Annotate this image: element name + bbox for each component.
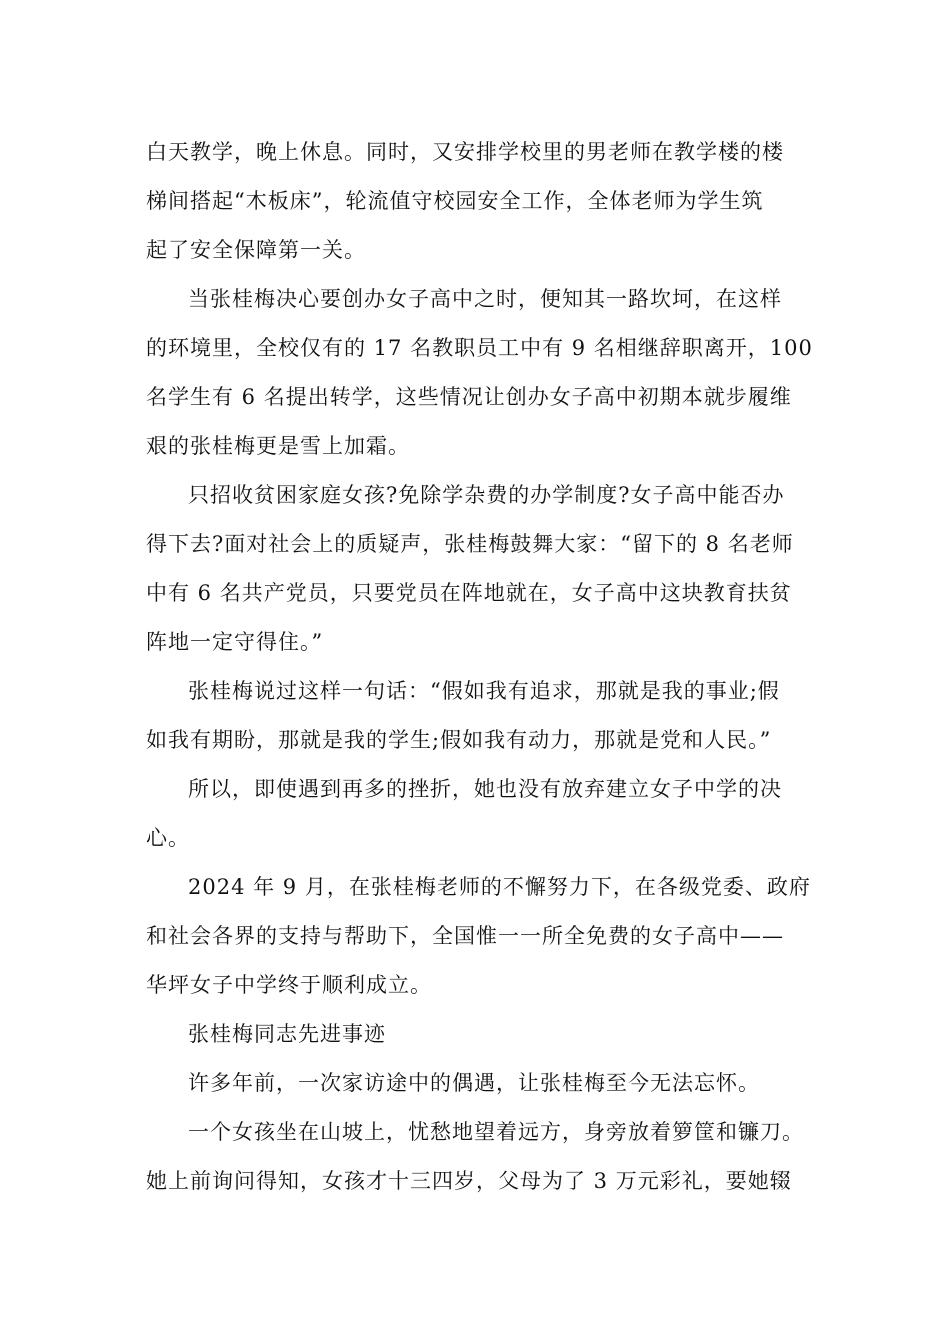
text-line: 2024 年 9 月，在张桂梅老师的不懈努力下，在各级党委、政府 <box>188 875 811 899</box>
text-line: 她上前询问得知，女孩才十三四岁，父母为了 3 万元彩礼，要她辍 <box>146 1169 792 1193</box>
text-line: 如我有期盼，那就是我的学生;假如我有动力，那就是党和人民。” <box>146 728 772 752</box>
text-line: 一个女孩坐在山坡上，忧愁地望着远方，身旁放着箩筐和镰刀。 <box>188 1120 804 1144</box>
text-line: 中有 6 名共产党员，只要党员在阵地就在，女子高中这块教育扶贫 <box>146 581 792 605</box>
text-line: 艰的张桂梅更是雪上加霜。 <box>146 434 410 458</box>
document-body <box>146 128 814 1206</box>
paragraph <box>146 275 814 471</box>
text-line: 名学生有 6 名提出转学，这些情况让创办女子高中初期本就步履维 <box>146 385 792 409</box>
text-line: 起了安全保障第一关。 <box>146 238 366 262</box>
paragraph <box>146 128 814 275</box>
text-line: 白天教学，晚上休息。同时，又安排学校里的男老师在教学楼的楼 <box>146 140 784 164</box>
paragraph <box>146 863 814 1010</box>
text-line: 当张桂梅决心要创办女子高中之时，便知其一路坎坷，在这样 <box>188 287 782 311</box>
paragraph <box>146 765 814 863</box>
text-line: 梯间搭起“木板床”，轮流值守校园安全工作，全体老师为学生筑 <box>146 189 764 213</box>
paragraph <box>146 471 814 667</box>
paragraph <box>146 1108 814 1206</box>
paragraph <box>146 667 814 765</box>
text-line: 张桂梅说过这样一句话：“假如我有追求，那就是我的事业;假 <box>188 679 780 703</box>
text-line: 华坪女子中学终于顺利成立。 <box>146 973 432 997</box>
text-line: 张桂梅同志先进事迹 <box>188 1022 386 1046</box>
paragraph <box>146 1059 814 1108</box>
text-line: 得下去?面对社会上的质疑声，张桂梅鼓舞大家：“留下的 8 名老师 <box>146 532 794 556</box>
text-line: 阵地一定守得住。” <box>146 630 324 654</box>
text-line: 许多年前，一次家访途中的偶遇，让张桂梅至今无法忘怀。 <box>188 1071 760 1095</box>
text-line: 心。 <box>146 826 190 850</box>
text-line: 和社会各界的支持与帮助下，全国惟一一所全免费的女子高中—— <box>146 924 784 948</box>
section-heading <box>146 1010 814 1059</box>
text-line: 只招收贫困家庭女孩?免除学杂费的办学制度?女子高中能否办 <box>188 483 785 507</box>
text-line: 的环境里，全校仅有的 17 名教职员工中有 9 名相继辞职离开，100 <box>146 336 813 360</box>
text-line: 所以，即使遇到再多的挫折，她也没有放弃建立女子中学的决 <box>188 777 782 801</box>
